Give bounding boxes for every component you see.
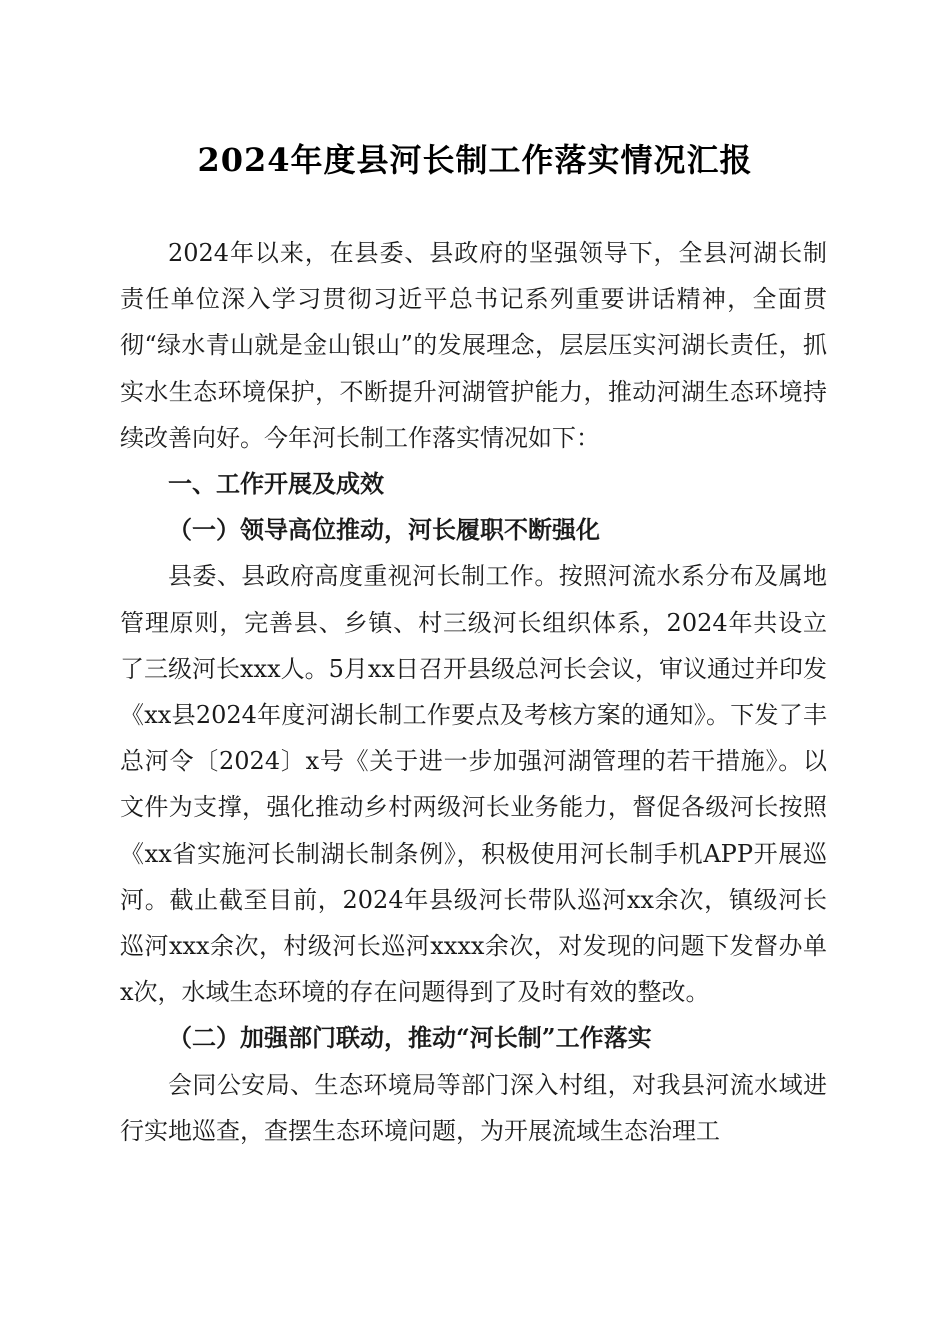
section-1-heading: 一、工作开展及成效 bbox=[168, 470, 384, 499]
subsection-1-heading: （一）领导高位推动，河长履职不断强化 bbox=[168, 515, 600, 545]
document-title: 2024年度县河长制工作落实情况汇报 bbox=[197, 141, 753, 179]
document-body bbox=[120, 230, 827, 1154]
subsection-2-heading: （二）加强部门联动，推动“河长制”工作落实 bbox=[168, 1023, 652, 1053]
subsection-1-paragraph: 县委、县政府高度重视河长制工作。按照河流水系分布及属地管理原则，完善县、乡镇、村三级河长组织体系，2024年共设立了三级河长xxx人。5月xx日召开县级总河长会议，审议通过并印发《xx县2024年度河湖长制工作要点及考核方案的通知》。下发了丰总河令〔2024〕x号《关于进一步加强河湖管理的若干措施》。以文件为支撑，强化推动乡村两级河长业务能力，督促各级河长按照《xx省实施河长制湖长制条例》，积极使用河长制手机APP开展巡河。截止截至目前，2024年县级河长带队巡河xx余次，镇级河长巡河xxx余次，村级河长巡河xxxx余次，对发现的问题下发督办单x次，水域生态环境的存在问题得到了及时有效的整改。 bbox=[120, 562, 827, 1007]
intro-paragraph: 2024年以来，在县委、县政府的坚强领导下，全县河湖长制责任单位深入学习贯彻习近平总书记系列重要讲话精神，全面贯彻“绿水青山就是金山银山”的发展理念，层层压实河湖长责任，抓实水生态环境保护，不断提升河湖管护能力，推动河湖生态环境持续改善向好。今年河长制工作落实情况如下： bbox=[120, 239, 827, 452]
subsection-2-paragraph: 会同公安局、生态环境局等部门深入村组，对我县河流水域进行实地巡查，查摆生态环境问题，为开展流域生态治理工 bbox=[120, 1070, 827, 1145]
